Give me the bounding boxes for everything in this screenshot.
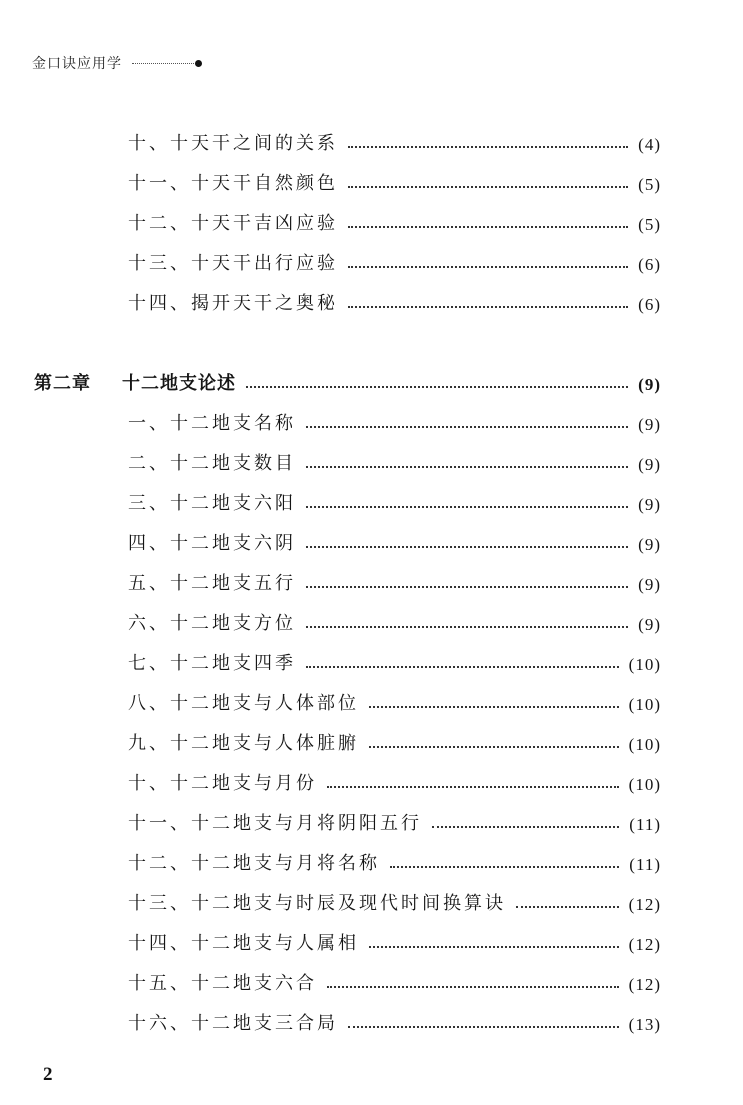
toc-entry-page: (11)	[629, 815, 661, 834]
toc-entry[interactable]	[128, 605, 661, 635]
toc-entry-title: 六、十二地支方位	[128, 613, 296, 634]
toc-entry[interactable]	[128, 445, 661, 475]
toc-entry-page: (10)	[628, 655, 661, 674]
toc-entry-page: (5)	[638, 175, 661, 194]
chapter-heading[interactable]	[34, 365, 661, 395]
toc-entry-title: 十一、十二地支与月将阴阳五行	[128, 813, 422, 834]
toc-entry-page: (10)	[628, 775, 661, 794]
toc-entry-page: (11)	[629, 855, 661, 874]
toc-entry-page: (9)	[638, 455, 661, 474]
toc-entry-page: (13)	[628, 1015, 661, 1034]
toc-entry[interactable]	[128, 165, 661, 195]
toc-entry[interactable]	[128, 205, 661, 235]
toc-entry-page: (12)	[628, 935, 661, 954]
toc-entry-page: (9)	[638, 495, 661, 514]
toc-entry-page: (6)	[638, 255, 661, 274]
toc-entry-page: (4)	[638, 135, 661, 154]
toc-entry[interactable]	[128, 285, 661, 315]
dot-leader	[327, 986, 619, 988]
dot-leader	[348, 266, 628, 268]
toc-entry-title: 八、十二地支与人体部位	[128, 693, 359, 714]
toc-entry-title: 十二、十二地支与月将名称	[128, 853, 380, 874]
toc-entry-page: (9)	[638, 615, 661, 634]
toc-entry-title: 十、十二地支与月份	[128, 773, 317, 794]
chapter-title: 十二地支论述	[122, 373, 236, 394]
toc-entry-title: 十一、十天干自然颜色	[128, 173, 338, 194]
toc-entry[interactable]	[128, 565, 661, 595]
toc-entry-page: (12)	[628, 895, 661, 914]
dot-leader	[348, 226, 628, 228]
toc-entry[interactable]	[128, 245, 661, 275]
toc-entry[interactable]	[128, 805, 661, 835]
toc-entry-page: (10)	[628, 695, 661, 714]
dot-leader	[390, 866, 619, 868]
dot-leader	[306, 426, 628, 428]
dot-leader	[369, 946, 619, 948]
toc-entry-title: 五、十二地支五行	[128, 573, 296, 594]
dot-leader	[348, 306, 628, 308]
toc-entry-title: 十四、十二地支与人属相	[128, 933, 359, 954]
toc-entry[interactable]	[128, 885, 661, 915]
chapter-title-group	[34, 369, 236, 395]
dot-leader	[306, 506, 628, 508]
toc-entry-title: 十三、十二地支与时辰及现代时间换算诀	[128, 893, 506, 914]
toc-entry[interactable]	[128, 1005, 661, 1035]
toc-entry[interactable]	[128, 685, 661, 715]
toc-entry-title: 一、十二地支名称	[128, 413, 296, 434]
toc-entry[interactable]	[128, 525, 661, 555]
dot-leader	[516, 906, 619, 908]
dot-leader	[348, 186, 628, 188]
dot-leader	[306, 626, 628, 628]
toc-entry[interactable]	[128, 965, 661, 995]
toc-entry-title: 十三、十天干出行应验	[128, 253, 338, 274]
dot-leader	[246, 386, 628, 388]
dot-leader	[348, 1026, 619, 1028]
toc-entry-page: (12)	[628, 975, 661, 994]
toc-entry[interactable]	[128, 845, 661, 875]
dot-leader	[306, 586, 628, 588]
toc-entry-page: (9)	[638, 535, 661, 554]
page-number: 2	[43, 1064, 53, 1085]
toc-entry-title: 十二、十天干吉凶应验	[128, 213, 338, 234]
dot-leader	[432, 826, 619, 828]
toc-entry-page: (6)	[638, 295, 661, 314]
toc-entry[interactable]	[128, 725, 661, 755]
toc-entry[interactable]	[128, 645, 661, 675]
chapter-page: (9)	[638, 375, 661, 394]
toc-entry-title: 二、十二地支数目	[128, 453, 296, 474]
dot-leader	[306, 466, 628, 468]
chapter-number: 第二章	[34, 373, 91, 394]
toc-entry-title: 九、十二地支与人体脏腑	[128, 733, 359, 754]
toc-entry-page: (9)	[638, 415, 661, 434]
toc-entry-page: (9)	[638, 575, 661, 594]
dot-leader	[306, 546, 628, 548]
toc-entry-title: 四、十二地支六阴	[128, 533, 296, 554]
dot-leader	[348, 146, 628, 148]
book-title: 金口诀应用学	[32, 56, 122, 72]
toc-entry-page: (10)	[628, 735, 661, 754]
toc-entry[interactable]	[128, 405, 661, 435]
dot-leader	[369, 706, 619, 708]
toc-entry[interactable]	[128, 485, 661, 515]
toc-entry-title: 十四、揭开天干之奥秘	[128, 293, 338, 314]
toc-entry-title: 三、十二地支六阳	[128, 493, 296, 514]
dot-leader	[327, 786, 619, 788]
toc-entry[interactable]	[128, 925, 661, 955]
toc-entry-title: 十五、十二地支六合	[128, 973, 317, 994]
toc-entry[interactable]	[128, 765, 661, 795]
toc-entry-title: 十、十天干之间的关系	[128, 133, 338, 154]
toc-entry-page: (5)	[638, 215, 661, 234]
toc-entry-title: 十六、十二地支三合局	[128, 1013, 338, 1034]
toc-entry[interactable]	[128, 125, 661, 155]
toc-entry-title: 七、十二地支四季	[128, 653, 296, 674]
dot-leader	[306, 666, 619, 668]
dot-leader	[369, 746, 619, 748]
